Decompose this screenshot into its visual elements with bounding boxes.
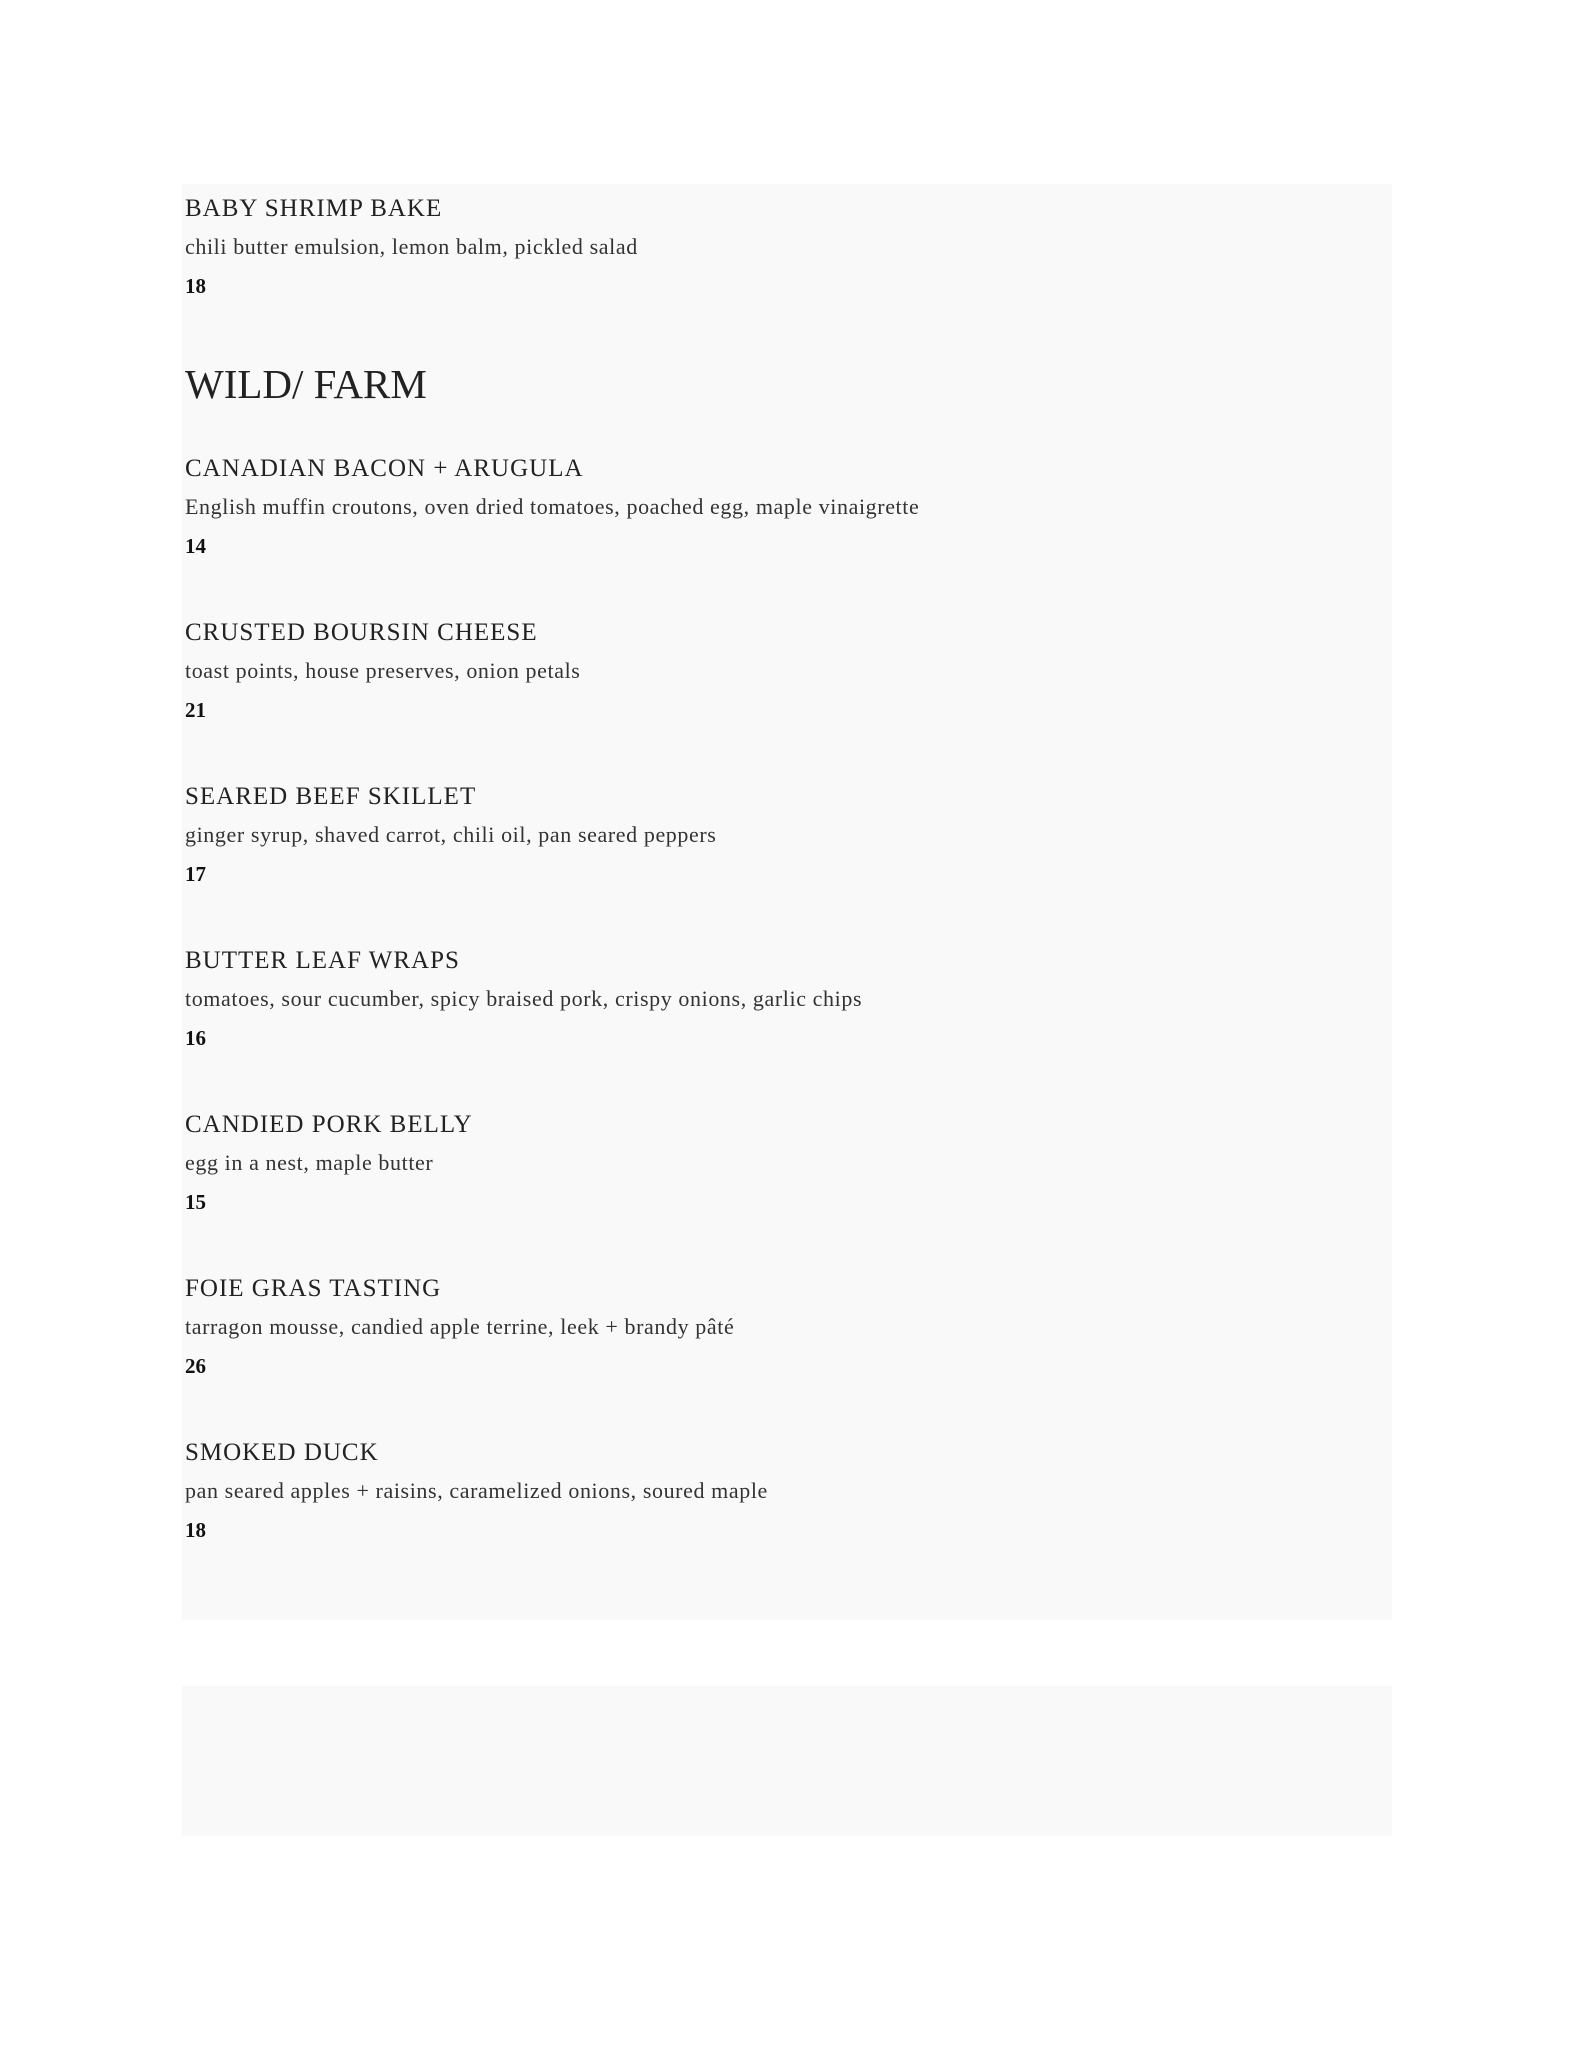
- item-description: pan seared apples + raisins, caramelized onions, soured maple: [185, 1478, 768, 1503]
- item-price: 21: [185, 698, 206, 722]
- menu-item: [185, 1434, 1385, 1550]
- menu-item: [185, 614, 1385, 730]
- empty-panel: [182, 1686, 1392, 1836]
- menu-item-baby-shrimp-bake: [185, 190, 1385, 306]
- item-description: tarragon mousse, candied apple terrine, leek + brandy pâté: [185, 1314, 735, 1339]
- item-price: 17: [185, 862, 206, 886]
- item-name: CANDIED PORK BELLY: [185, 1111, 473, 1138]
- item-price: 26: [185, 1354, 206, 1378]
- item-name: CRUSTED BOURSIN CHEESE: [185, 619, 538, 646]
- menu-content: [185, 190, 1385, 1550]
- menu-item: [185, 1270, 1385, 1386]
- item-name: SEARED BEEF SKILLET: [185, 783, 477, 810]
- item-description: toast points, house preserves, onion petals: [185, 658, 581, 683]
- item-price: 18: [185, 274, 206, 298]
- item-name: SMOKED DUCK: [185, 1439, 379, 1466]
- item-name: CANADIAN BACON + ARUGULA: [185, 455, 584, 482]
- menu-item: [185, 778, 1385, 894]
- item-name: BABY SHRIMP BAKE: [185, 195, 443, 222]
- menu-item: [185, 942, 1385, 1058]
- item-description: egg in a nest, maple butter: [185, 1150, 434, 1175]
- item-price: 18: [185, 1518, 206, 1542]
- item-price: 14: [185, 534, 206, 558]
- item-description: ginger syrup, shaved carrot, chili oil, pan seared peppers: [185, 822, 717, 847]
- item-price: 16: [185, 1026, 206, 1050]
- item-price: 15: [185, 1190, 206, 1214]
- menu-item: [185, 1106, 1385, 1222]
- item-name: BUTTER LEAF WRAPS: [185, 947, 460, 974]
- menu-item: [185, 450, 1385, 566]
- section-title: WILD/ FARM: [185, 361, 427, 407]
- item-description: tomatoes, sour cucumber, spicy braised pork, crispy onions, garlic chips: [185, 986, 863, 1011]
- item-description: chili butter emulsion, lemon balm, pickled salad: [185, 234, 638, 259]
- item-name: FOIE GRAS TASTING: [185, 1275, 442, 1302]
- item-description: English muffin croutons, oven dried tomatoes, poached egg, maple vinaigrette: [185, 494, 920, 519]
